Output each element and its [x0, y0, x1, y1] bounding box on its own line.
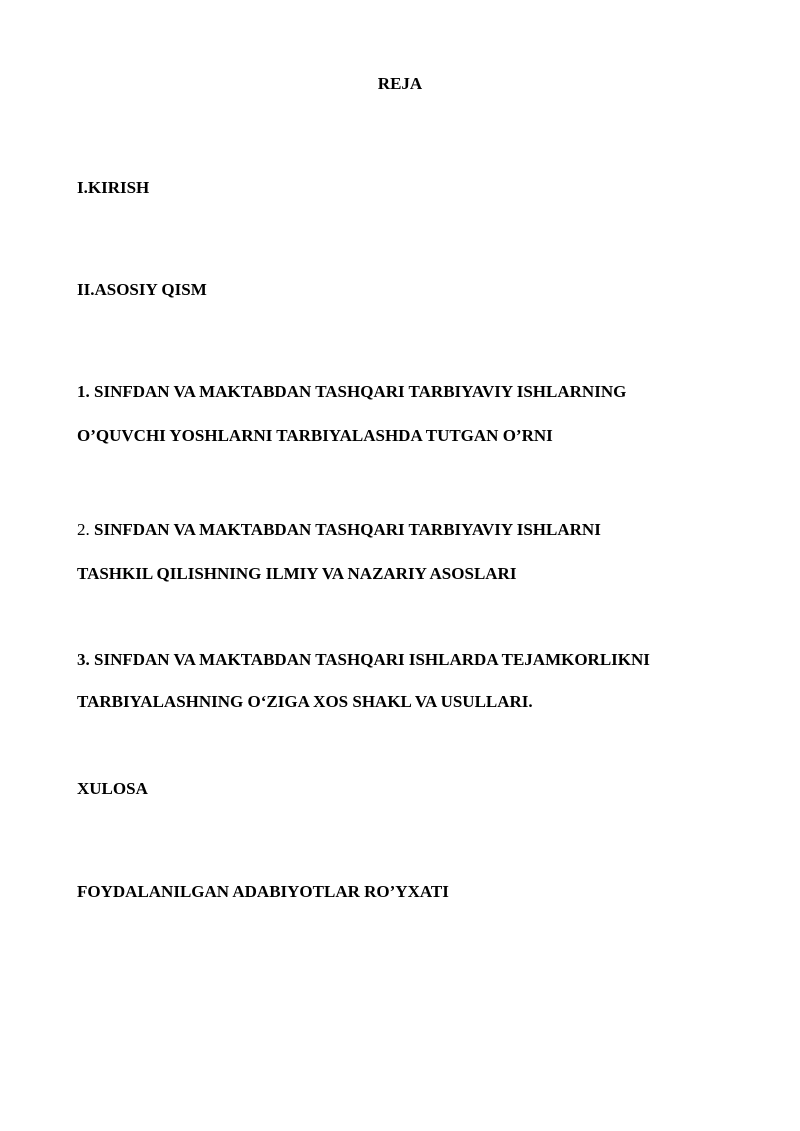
outline-main-part: II.ASOSIY QISM	[77, 280, 207, 299]
outline-references: FOYDALANILGAN ADABIYOTLAR RO’YXATI	[77, 882, 449, 901]
section-2-line-1	[77, 520, 601, 540]
section-2-heading-start: SINFDAN VA MAKTABDAN TASHQARI TARBIYAVIY ISHLARNI	[94, 520, 601, 539]
outline-conclusion: XULOSA	[77, 779, 148, 798]
section-2-line-2: TASHKIL QILISHNING ILMIY VA NAZARIY ASOSLARI	[77, 564, 517, 583]
section-3-line-2: TARBIYALASHNING O‘ZIGA XOS SHAKL VA USULLARI.	[77, 692, 533, 711]
page-title: REJA	[377, 74, 423, 93]
section-2-number: 2.	[77, 520, 90, 539]
section-3-line-1: 3. SINFDAN VA MAKTABDAN TASHQARI ISHLARDA TEJAMKORLIKNI	[77, 650, 650, 669]
section-1-line-2: O’QUVCHI YOSHLARNI TARBIYALASHDA TUTGAN O’RNI	[77, 426, 553, 445]
section-1-line-1: 1. SINFDAN VA MAKTABDAN TASHQARI TARBIYAVIY ISHLARNING	[77, 382, 627, 401]
outline-intro: I.KIRISH	[77, 178, 150, 197]
